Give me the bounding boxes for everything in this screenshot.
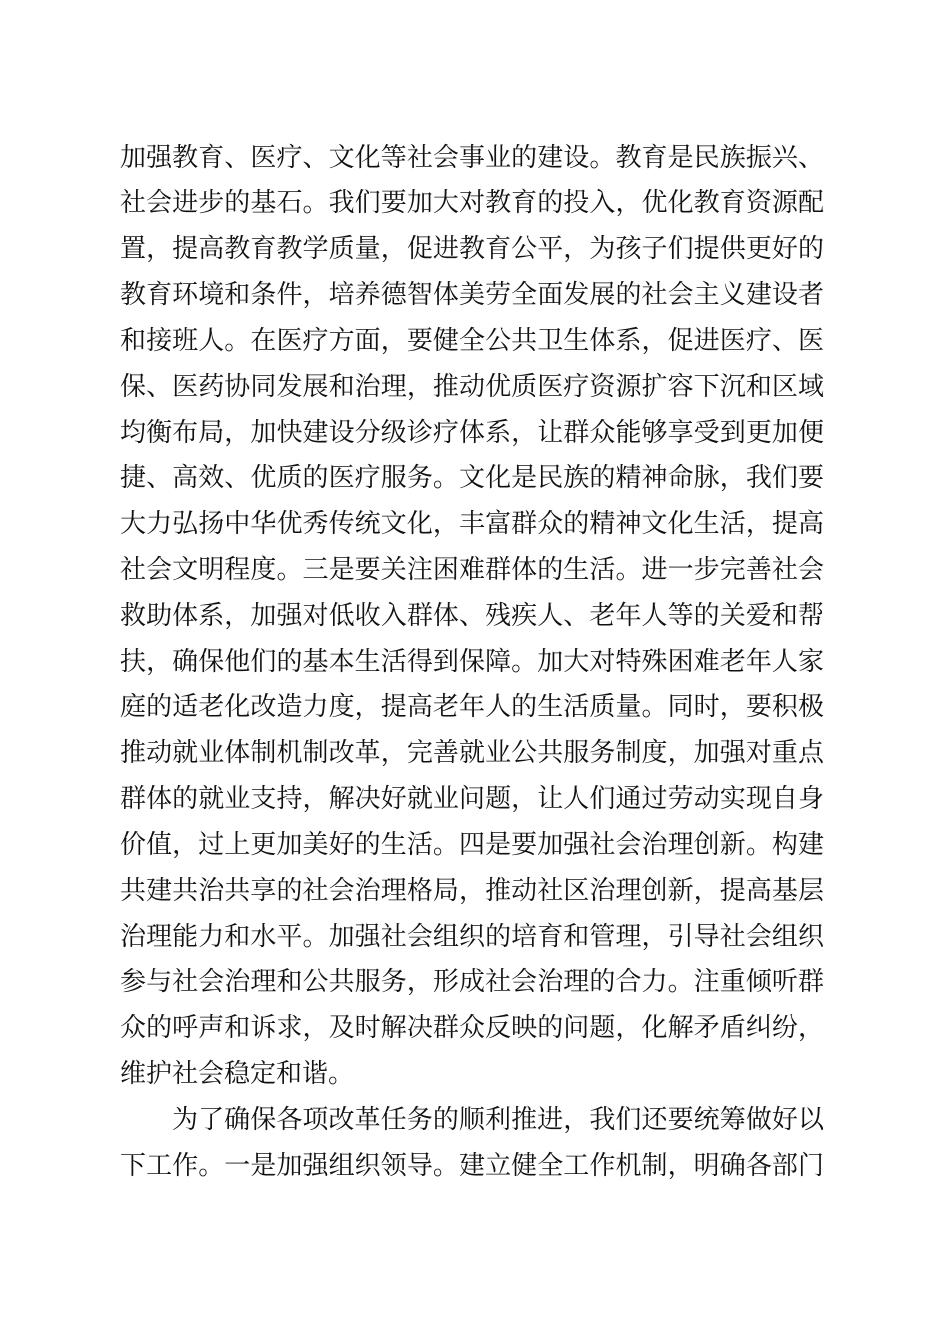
paragraph-line: 加强教育、医疗、文化等社会事业的建设。教育是民族振兴、 (120, 143, 824, 173)
paragraph-line: 群体的就业支持，解决好就业问题，让人们通过劳动实现自身 (120, 784, 824, 814)
paragraph-line: 众的呼声和诉求，及时解决群众反映的问题，化解矛盾纠纷， (120, 1013, 824, 1043)
paragraph-line: 庭的适老化改造力度，提高老年人的生活质量。同时，要积极 (120, 692, 824, 722)
paragraph-line: 社会进步的基石。我们要加大对教育的投入，优化教育资源配 (120, 188, 824, 218)
paragraph-line: 推动就业体制机制改革，完善就业公共服务制度，加强对重点 (120, 738, 824, 768)
paragraph-line: 为了确保各项改革任务的顺利推进，我们还要统筹做好以 (172, 1105, 824, 1135)
paragraph-line: 教育环境和条件，培养德智体美劳全面发展的社会主义建设者 (120, 280, 824, 310)
paragraph-line: 置，提高教育教学质量，促进教育公平，为孩子们提供更好的 (120, 234, 824, 264)
paragraph-line: 共建共治共享的社会治理格局，推动社区治理创新，提高基层 (120, 876, 824, 906)
paragraph-line: 救助体系，加强对低收入群体、残疾人、老年人等的关爱和帮 (120, 601, 824, 631)
paragraph-line: 大力弘扬中华优秀传统文化，丰富群众的精神文化生活，提高 (120, 509, 824, 539)
paragraph-line: 参与社会治理和公共服务，形成社会治理的合力。注重倾听群 (120, 967, 824, 997)
paragraph-line: 扶，确保他们的基本生活得到保障。加大对特殊困难老年人家 (120, 647, 824, 677)
paragraph-line: 下工作。一是加强组织领导。建立健全工作机制，明确各部门 (120, 1151, 824, 1181)
paragraph-line: 均衡布局，加快建设分级诊疗体系，让群众能够享受到更加便 (120, 418, 824, 448)
paragraph-line: 价值，过上更加美好的生活。四是要加强社会治理创新。构建 (120, 830, 824, 860)
paragraph-line: 维护社会稳定和谐。 (120, 1059, 355, 1089)
paragraph-line: 和接班人。在医疗方面，要健全公共卫生体系，促进医疗、医 (120, 326, 824, 356)
paragraph-line: 保、医药协同发展和治理，推动优质医疗资源扩容下沉和区域 (120, 372, 824, 402)
paragraph-line: 捷、高效、优质的医疗服务。文化是民族的精神命脉，我们要 (120, 463, 824, 493)
paragraph-line: 治理能力和水平。加强社会组织的培育和管理，引导社会组织 (120, 922, 824, 952)
paragraph-line: 社会文明程度。三是要关注困难群体的生活。进一步完善社会 (120, 555, 824, 585)
